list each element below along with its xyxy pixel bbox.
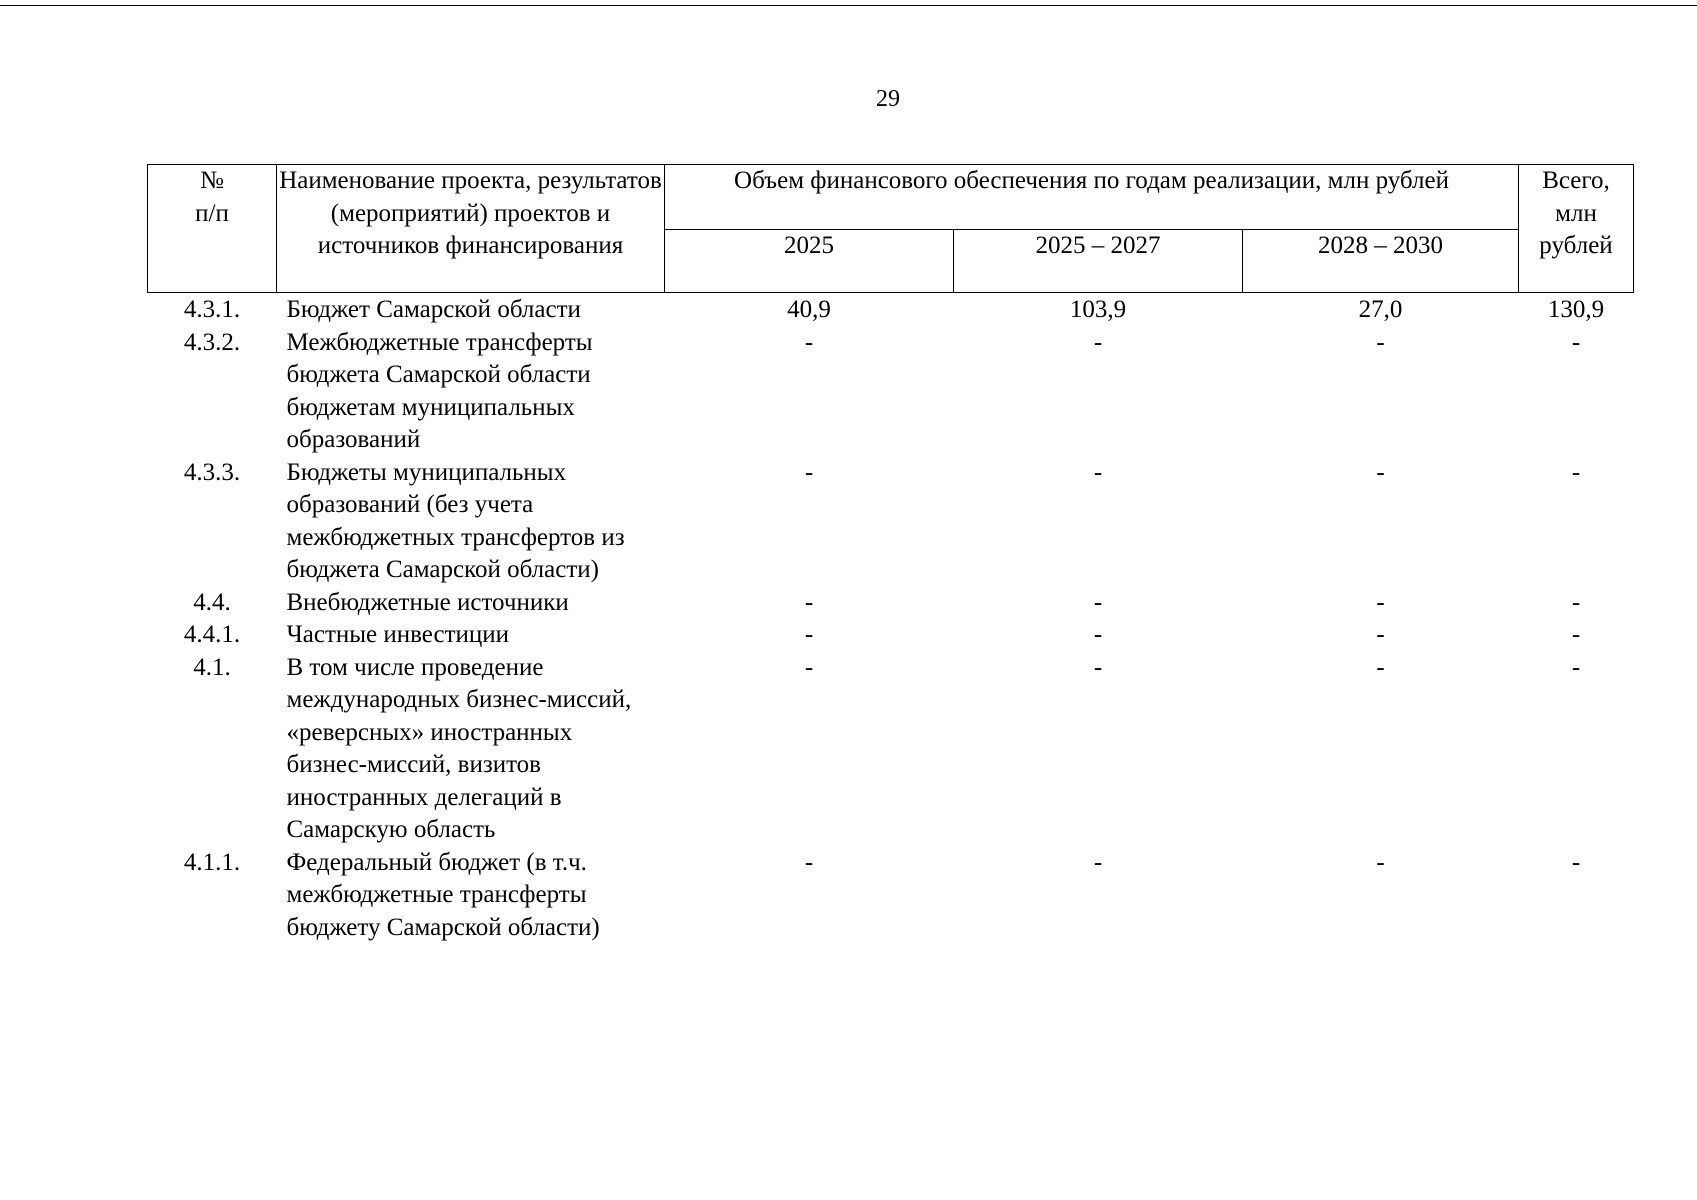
table-row [148,457,1634,587]
header-group-label: Объем финансового обеспечения по годам реализации, млн рублей [734,167,1449,194]
row-name: В том числе проведение международных бизнес-миссий, «реверсных» иностранных бизнес-миссий, визитов иностранных делегаций в Самарскую область [286,653,632,843]
value-total: - [1571,621,1581,648]
value-2028-2030: - [1376,328,1385,356]
header-year: 2028 – 2030 [1243,230,1519,293]
value-2025-2027: - [1093,458,1103,486]
value-total: - [1571,588,1581,616]
value-total: - [1571,458,1581,486]
header-num [148,165,277,293]
value-2025: 40,9 [787,296,831,323]
value-2028-2030: - [1376,458,1385,486]
table-header [148,165,1634,293]
table-row [148,619,1634,652]
page-number: 29 [876,86,900,112]
row-name: Федеральный бюджет (в т.ч. межбюджетные трансферты бюджету Самарской области) [286,848,600,941]
row-name: Внебюджетные источники [286,588,569,616]
financing-table [147,164,1634,944]
row-number: 4.3.1. [183,296,241,323]
row-number: 4.1.1. [183,848,241,876]
table-row [148,293,1634,327]
header-name [277,165,665,293]
header-year: 2025 – 2027 [954,230,1243,293]
header-name-label: Наименование проекта, результатов (мероприятий) проектов и источников финансирования [279,167,662,259]
row-number: 4.3.3. [183,458,241,486]
value-2025: - [804,848,814,876]
table-row [148,587,1634,620]
header-num-label: № п/п [195,167,229,227]
value-2025-2027: - [1093,328,1103,356]
value-2025-2027: - [1093,588,1103,616]
value-2025-2027: 103,9 [1069,296,1127,323]
row-number: 4.4.1. [183,621,241,648]
row-number: 4.1. [193,653,231,681]
value-2025: - [804,458,814,486]
row-name: Бюджет Самарской области [286,296,581,323]
header-total-label: Всего, млн рублей [1539,167,1613,259]
value-2025: - [804,653,814,681]
row-name: Бюджеты муниципальных образований (без учета межбюджетных трансфертов из бюджета Самарской области) [286,458,625,583]
value-2028-2030: - [1376,653,1385,681]
top-rule [0,5,1697,6]
header-group [665,165,1519,230]
table-row [148,652,1634,847]
table-body [148,293,1634,945]
row-name: Межбюджетные трансферты бюджета Самарской области бюджетам муниципальных образований [286,328,593,453]
value-2028-2030: - [1376,588,1385,616]
value-2025: - [804,621,814,648]
value-2025: - [804,328,814,356]
value-2028-2030: - [1376,848,1385,876]
table-row [148,847,1634,945]
value-total: - [1571,328,1581,356]
value-2025-2027: - [1093,848,1103,876]
value-2028-2030: 27,0 [1358,296,1403,323]
value-total: - [1571,653,1581,681]
value-total: 130,9 [1547,296,1605,323]
value-2025: - [804,588,814,616]
row-number: 4.3.2. [183,328,241,356]
value-2028-2030: - [1376,621,1385,648]
value-2025-2027: - [1093,653,1103,681]
row-number: 4.4. [193,588,231,616]
row-name: Частные инвестиции [286,621,510,648]
header-total [1519,165,1634,293]
header-year: 2025 [665,230,954,293]
table-row [148,327,1634,457]
value-total: - [1571,848,1581,876]
value-2025-2027: - [1093,621,1103,648]
